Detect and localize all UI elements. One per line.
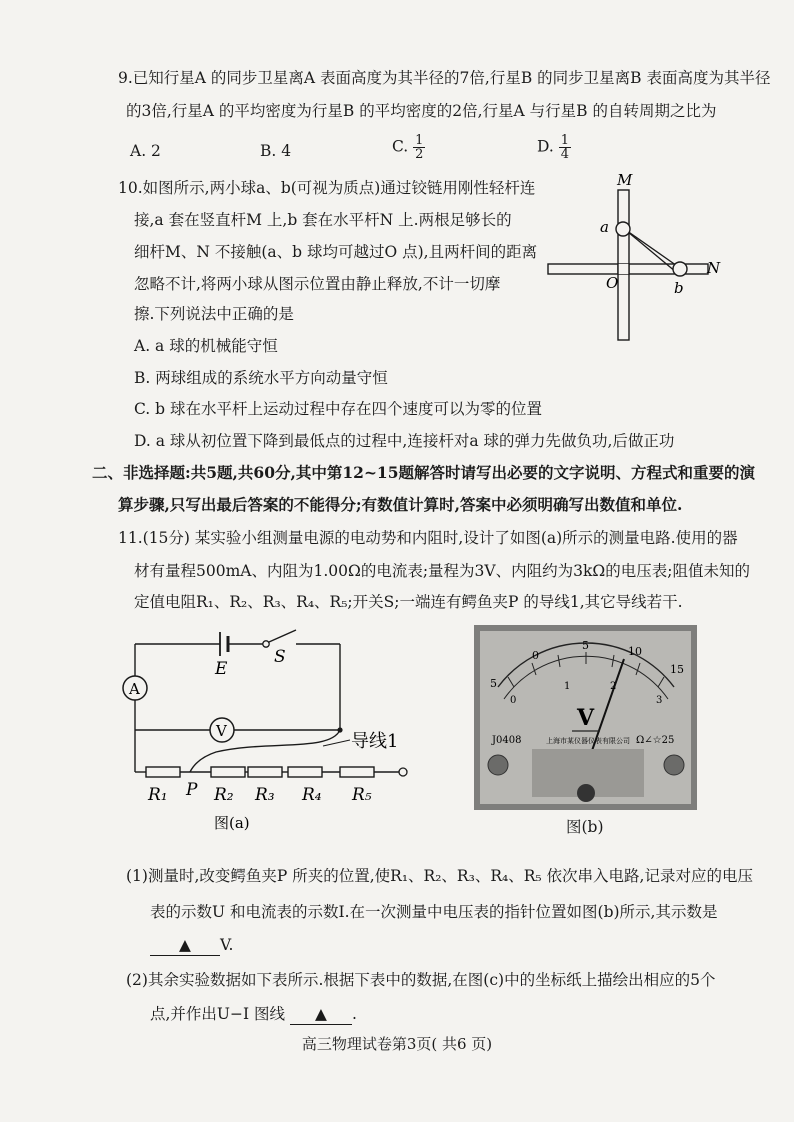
section2-line-1: 二、非选择题:共5题,共60分,其中第12~15题解答时请写出必要的文字说明、方程式和重要的演 (92, 463, 755, 482)
q10-line-3: 细杆M、N 不接触(a、b 球均可越过O 点),且两杆间的距离 (134, 243, 538, 261)
q9-option-c-fraction (413, 134, 425, 161)
label-r4: R₄ (302, 785, 322, 805)
switch-s (269, 630, 296, 642)
label-p: P (186, 780, 198, 800)
q10-line-1: 10.如图所示,两小球a、b(可视为质点)通过铰链用刚性轻杆连 (118, 179, 536, 197)
model-label: J0408 (492, 735, 522, 746)
terminal (399, 768, 407, 776)
resistor-r5 (340, 767, 374, 777)
q11-part1-line-1: (1)测量时,改变鳄鱼夹P 所夹的位置,使R₁、R₂、R₃、R₄、R₅ 依次串入电路,记录对应的电压 (126, 867, 753, 885)
label-r3: R₃ (255, 785, 275, 805)
label-s: S (274, 647, 286, 667)
label-r5: R₅ (352, 785, 372, 805)
q9-option-d-numerator: 1 (560, 133, 570, 148)
q9-option-d (537, 134, 571, 161)
q9-option-c-denominator: 2 (415, 147, 424, 162)
scale-left-mark: 5 (490, 677, 497, 690)
label-r2: R₂ (214, 785, 234, 805)
screw-left (488, 755, 508, 775)
resistor-r4 (288, 767, 322, 777)
q11-part2-text: 点,并作出U−I 图线 (150, 1005, 286, 1023)
q9-option-a: A. 2 (130, 142, 161, 160)
figure-b-caption: 图(b) (566, 818, 604, 836)
label-o: O (606, 274, 619, 292)
q10-option-b: B. 两球组成的系统水平方向动量守恒 (134, 369, 388, 387)
link-rod (623, 228, 680, 268)
scale-top-0: 0 (532, 649, 539, 662)
resistor-r1 (146, 767, 180, 777)
q9-line-1: 9.已知行星A 的同步卫星离A 表面高度为其半径的7倍,行星B 的同步卫星离B 表面高度为其半径 (118, 69, 771, 87)
ball-a (616, 222, 630, 236)
q11-part2-line-1: (2)其余实验数据如下表所示.根据下表中的数据,在图(c)中的坐标纸上描绘出相应的5个 (126, 971, 716, 989)
q11-line-1: 11.(15分) 某实验小组测量电源的电动势和内阻时,设计了如图(a)所示的测量电路.使用的器 (118, 529, 738, 547)
q9-line-2: 的3倍,行星A 的平均密度为行星B 的平均密度的2倍,行星A 与行星B 的自转周期之比为 (126, 102, 717, 120)
scale-bottom-1: 1 (564, 681, 571, 692)
q10-line-2: 接,a 套在竖直杆M 上,b 套在水平杆N 上.两根足够长的 (134, 211, 512, 229)
page-footer: 高三物理试卷第3页( 共6 页) (301, 1035, 493, 1053)
zero-adjust-knob (577, 784, 595, 802)
label-e: E (215, 659, 228, 679)
q11-part1-line-2: 表的示数U 和电流表的示数I.在一次测量中电压表的指针位置如图(b)所示,其示数是 (150, 903, 718, 921)
q10-figure (540, 168, 730, 350)
q9-option-c-numerator: 1 (415, 133, 424, 148)
label-n: N (707, 259, 721, 277)
q10-option-c: C. b 球在水平杆上运动过程中存在四个速度可以为零的位置 (134, 400, 543, 418)
q11-line-2: 材有量程500mA、内阻为1.00Ω的电流表;量程为3V、内阻约为3kΩ的电压表;阻值未知的 (134, 562, 750, 580)
label-a: a (600, 218, 609, 236)
q10-line-5: 擦.下列说法中正确的是 (134, 305, 294, 323)
q9-option-d-denominator: 4 (560, 147, 570, 162)
resistor-r2 (211, 767, 245, 777)
q10-line-4: 忽略不计,将两小球从图示位置由静止释放,不计一切摩 (134, 275, 501, 293)
unit-v: V (577, 705, 595, 731)
figure-a-caption: 图(a) (214, 814, 250, 832)
q10-option-a: A. a 球的机械能守恒 (134, 337, 278, 355)
label-m: M (617, 171, 633, 189)
scale-bottom-3: 3 (656, 695, 663, 706)
q11-part2-blank: ▲ (290, 1004, 352, 1025)
label-b: b (674, 279, 684, 297)
q11-part1-answer (150, 935, 233, 956)
q9-option-d-label: D. (537, 137, 554, 156)
q10-option-d: D. a 球从初位置下降到最低点的过程中,连接杆对a 球的弹力先做负功,后做正功 (134, 432, 675, 450)
scale-bottom-2: 2 (610, 681, 617, 692)
resistor-r3 (248, 767, 282, 777)
q11-part2-end: . (351, 1005, 357, 1023)
voltmeter-photo (474, 625, 697, 810)
q9-option-b: B. 4 (260, 142, 292, 160)
voltmeter-label: V (216, 722, 227, 740)
scale-top-10: 10 (628, 645, 642, 658)
ammeter-label: A (129, 680, 140, 698)
q9-option-c-label: C. (392, 137, 409, 156)
scale-top-5: 5 (582, 639, 589, 652)
class-label: Ω∠☆25 (636, 735, 675, 746)
q11-part1-blank: ▲ (150, 935, 220, 956)
maker-label: 上海市某仪器仪表有限公司 (546, 737, 630, 745)
ball-b (673, 262, 687, 276)
circuit-figure-a (118, 622, 438, 837)
q11-part2-line-2 (150, 1004, 357, 1025)
scale-top-15: 15 (670, 663, 684, 676)
q11-line-3: 定值电阻R₁、R₂、R₃、R₄、R₅;开关S;一端连有鳄鱼夹P 的导线1,其它导线若干. (134, 593, 683, 611)
scale-bottom-0: 0 (510, 695, 517, 706)
q9-option-c (392, 134, 425, 161)
voltmeter-dial (474, 625, 697, 810)
section2-line-2: 算步骤,只写出最后答案的不能得分;有数值计算时,答案中必须明确写出数值和单位. (118, 495, 683, 514)
q11-part1-unit: V. (220, 936, 234, 954)
wire-1-label: 导线1 (351, 731, 399, 752)
q9-option-d-fraction (559, 134, 571, 161)
label-r1: R₁ (148, 785, 168, 805)
screw-right (664, 755, 684, 775)
